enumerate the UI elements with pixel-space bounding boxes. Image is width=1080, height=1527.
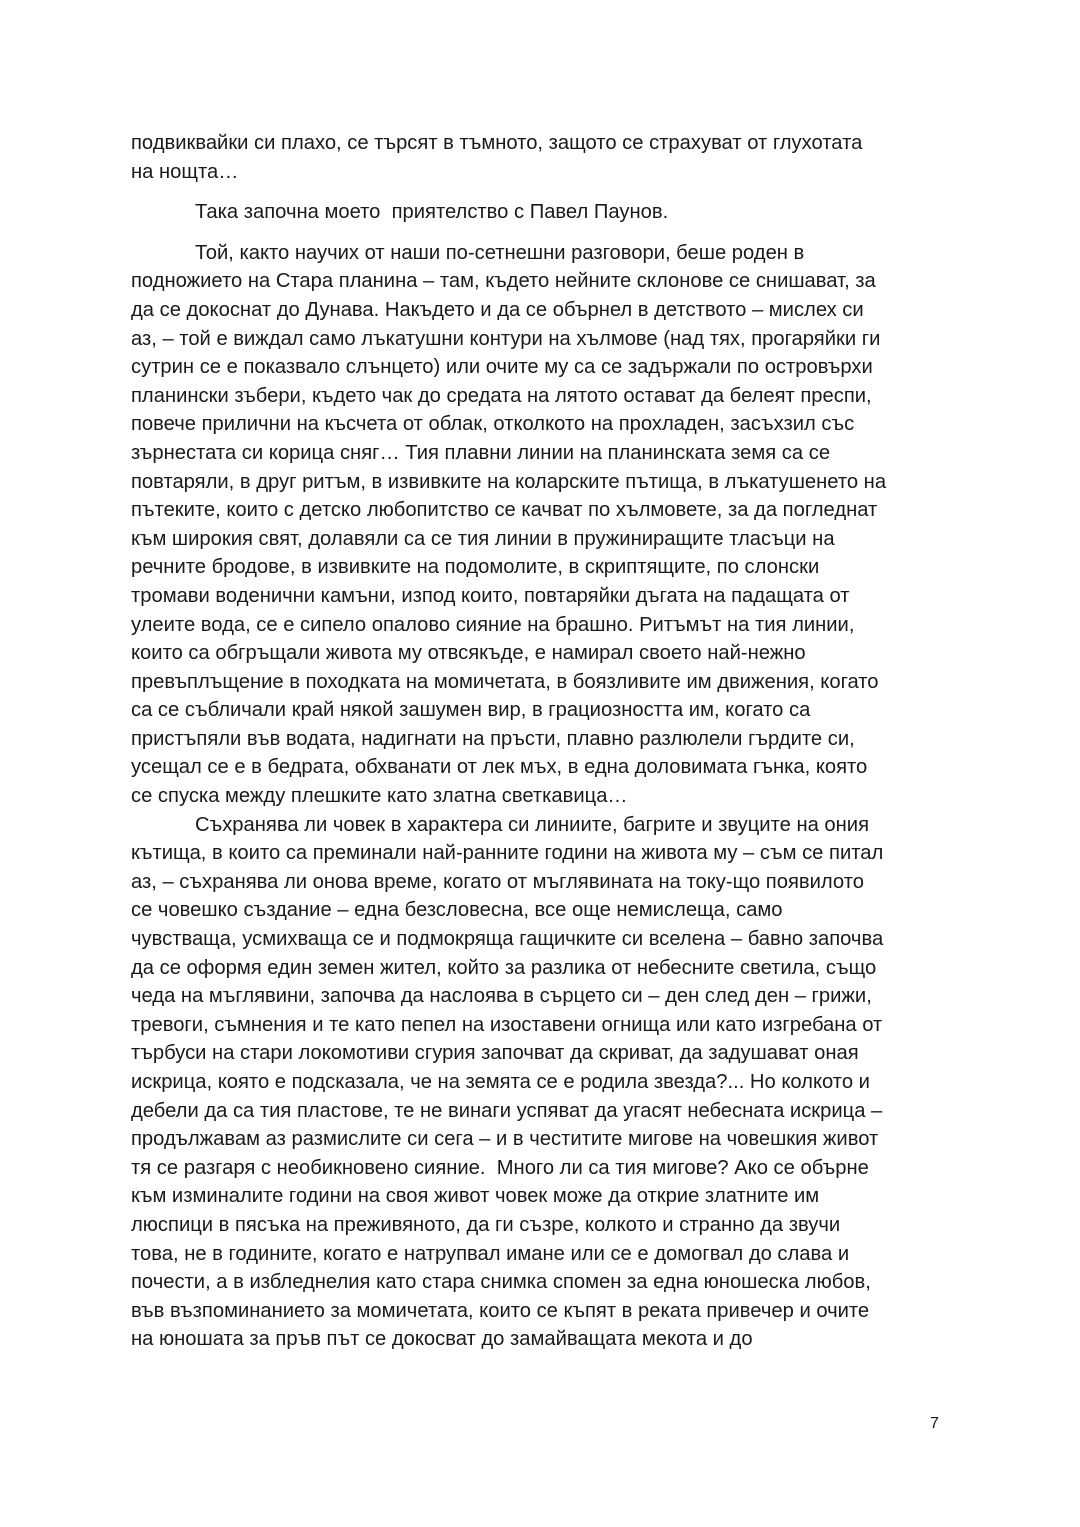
text-line: повтаряли, в друг ритъм, в извивките на коларските пътища, в лъкатушенето на [131,470,887,493]
paragraph [131,198,953,227]
text-line: превъплъщение в походката на момичетата, в боязливите им движения, когато [131,670,879,693]
text-line: са се събличали край някой зашумен вир, в грациозността им, когато са [131,699,811,722]
text-line: зърнестата си корица сняг… Тия плавни линии на планинската земя са се [131,441,831,464]
text-line: тромави воденични камъни, изпод които, повтаряйки дъгата на падащата от [131,584,850,607]
text-line: люспици в пясъка на преживяното, да ги съзре, колкото и странно да звучи [131,1213,841,1236]
paragraph [131,129,953,186]
text-line: пътеките, които с детско любопитство се качват по хълмовете, за да погледнат [131,499,878,522]
text-line: речните бродове, в извивките на подомолите, в скриптящите, по слонски [131,556,820,579]
text-line: тревоги, съмнения и те като пепел на изоставени огнища или като изгребана от [131,1013,883,1036]
text-line: дебели да са тия пластове, те не винаги успяват да угасят небесната искрица – [131,1099,883,1122]
text-line: сутрин се е показвало слънцето) или очите му са се задържали по островърхи [131,356,873,379]
text-line: улеите вода, се е сипело опалово сияние на брашно. Ритъмът на тия линии, [131,613,855,636]
text-line: да се оформя един земен жител, който за разлика от небесните светила, също [131,956,877,979]
text-line: почести, а в избледнелия като стара снимка спомен за една юношеска любов, [131,1271,871,1294]
text-line: Той, както научих от наши по-сетнешни разговори, беше роден в [195,241,805,264]
paragraph [131,811,953,1354]
paragraph [131,239,953,811]
text-line: аз, – съхранява ли онова време, когато от мъглявината на току-що появилото [131,870,864,893]
text-line: търбуси на стари локомотиви сгурия започват да скриват, да задушават оная [131,1042,859,1065]
text-line: тя се разгаря с необикновено сияние. Много ли са тия мигове? Ако се обърне [131,1156,869,1179]
text-line: кътища, в които са преминали най-ранните години на живота му – съм се питал [131,842,884,865]
text-line: към широкия свят, долавяли са се тия линии в пружиниращите тласъци на [131,527,835,550]
text-line: планински зъбери, където чак до средата на лятото остават да белеят преспи, [131,384,872,407]
text-line: подножието на Стара планина – там, където нейните склонове се снишават, за [131,270,876,293]
text-line: във възпоминанието за момичетата, които се къпят в реката привечер и очите [131,1299,870,1322]
text-line: подвиквайки си плахо, се търсят в тъмното, защото се страхуват от глухотата [131,132,863,154]
text-line: искрица, която е подсказала, че на земята се е родила звезда?... Но колкото и [131,1071,870,1093]
text-line: които са обгръщали живота му отвсякъде, е намирал своето най-нежно [131,642,806,665]
text-line: се човешко създание – една безсловесна, все още немислеща, само [131,899,783,922]
text-line: Така започна моето приятелство с Павел Паунов. [195,201,669,224]
text-line: Съхранява ли човек в характера си линиите, багрите и звуците на ония [195,813,870,836]
text-line: чувстваща, усмихваща се и подмокряща гащичките си вселена – бавно започва [131,928,884,951]
page-number: 7 [930,1415,939,1432]
paragraph-gap [131,186,953,198]
text-line: аз, – той е виждал само лъкатушни контури на хълмове (над тях, прогаряйки ги [131,327,881,350]
text-line: да се докоснат до Дунава. Накъдето и да се обърнел в детството – мислех си [131,298,864,321]
text-line: усещал се е в бедрата, обхванати от лек мъх, в една доловимата гънка, която [131,756,868,779]
text-line: продължавам аз размислите си сега – и в честитите мигове на човешкия живот [131,1128,879,1151]
text-line: към изминалите години на своя живот човек може да открие златните им [131,1185,820,1208]
paragraph-gap [131,227,953,239]
text-line: пристъпяли във водата, надигнати на пръсти, плавно разлюлели гърдите си, [131,727,855,750]
text-line: чеда на мъглявини, започва да наслоява в сърцето си – ден след ден – грижи, [131,985,872,1008]
text-line: на нощта… [131,160,239,183]
text-line: на юношата за пръв път се докосват до замайващата мекота и до [131,1328,753,1351]
text-line: повече прилични на късчета от облак, отколкото на прохладен, засъхзил със [131,413,855,436]
text-line: се спуска между плешките като златна светкавица… [131,785,628,808]
body-text [131,129,953,1354]
text-line: това, не в годините, когато е натрупвал имане или се е домогвал до слава и [131,1242,850,1265]
